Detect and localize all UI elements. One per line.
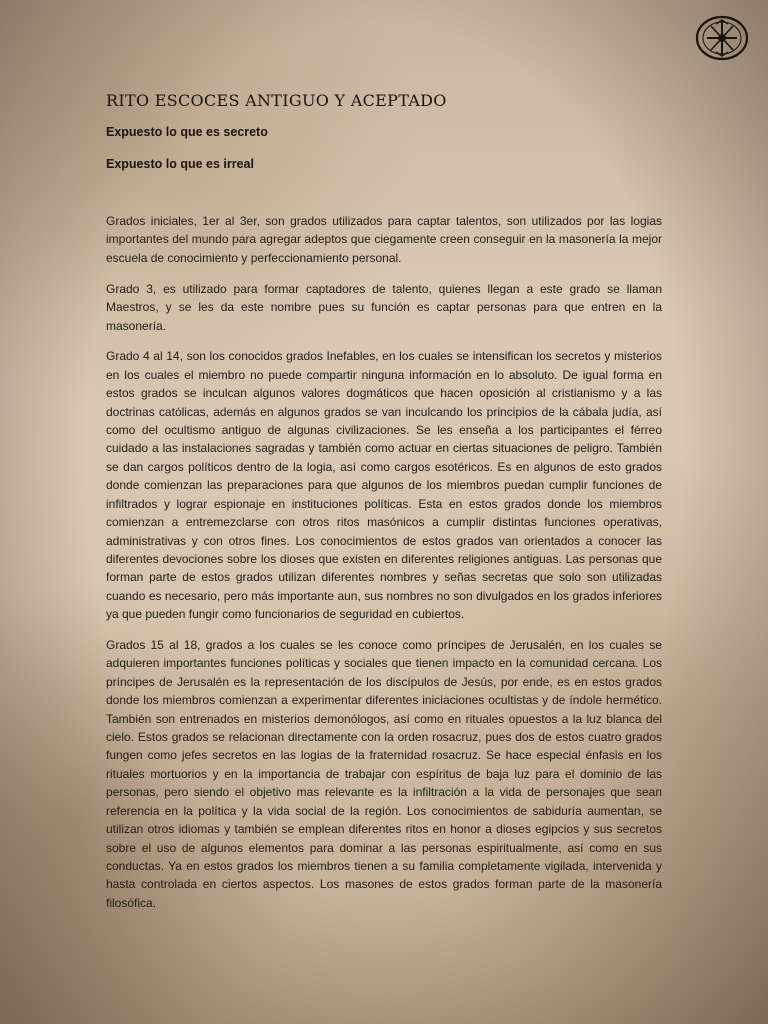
paragraph: Grado 3, es utilizado para formar captadores de talento, quienes llegan a este grado se llaman Maestros, y se les da este nombre pues su función es captar personas para que entren en la masonería. [106,281,662,333]
paragraph: Grados iniciales, 1er al 3er, son grados utilizados para captar talentos, son utilizados por las logias importantes del mundo para agregar adeptos que ciegamente creen conseguir en la masonería la mejor escuela de conocimiento y perfeccionamiento personal. [106,214,662,265]
subtitle-secret: Expuesto lo que es secreto [106,125,268,139]
emblem-icon [694,14,750,62]
paragraph: Grados 15 al 18, grados a los cuales se les conoce como príncipes de Jerusalén, en los cuales se adquieren importantes funciones políticas y sociales que tienen impacto en la comunidad cercana. Los príncipes de Jerusalén es la representación de los discípulos de Jesús, por ende, es en estos grados donde los miembros comienzan a experimentar diferentes iniciaciones ocultistas y de índole hermético. También son entrenados en misterios demonólogos, así como en rituales opuestos a la luz blanca del cielo. Estos grados se relacionan directamente con la orden rosacruz, pues dos de estos cuatro grados fungen como jefes secretos en las logias de la fraternidad rosacruz. Se hace especial énfasis en los rituales mortuorios y en la importancia de trabajar con espíritus de baja luz para el dominio de las personas, pero siendo el objetivo mas relevante es la infiltración a la vida de personajes que sean referencia en la política y la vida social de la región. Los conocimientos de sabiduría aumentan, se utilizan otros idiomas y también se emplean diferentes ritos en honor a dioses egipcios y sus secretos sobre el uso de algunos elementos para dominar a las personas espiritualmente, así como en sus conductas. Ya en estos grados los miembros tienen a su familia completamente vigilada, intervenida y hasta controlada en ciertos aspectos. Los masones de estos grados forman parte de la masonería filosófica. [106,638,662,910]
paragraph: Grado 4 al 14, son los conocidos grados Inefables, en los cuales se intensifican los secretos y misterios en los cuales el miembro no puede compartir ninguna información en lo absoluto. De igual forma en estos grados se inculcan algunos valores dogmáticos que hacen oposición al cristianismo y a las doctrinas católicas, además en algunos grados se van inculcando los principios de la cábala judía, así como del ocultismo antiguo de algunas civilizaciones. Se les enseña a los participantes el férreo cuidado a las instalaciones sagradas y también como actuar en ciertas situaciones de peligro. También se dan cargos políticos dentro de la logia, así como cargos esotéricos. Es en algunos de esto grados donde comienzan las preparaciones para que algunos de los miembros puedan cumplir funciones de infiltrados y lograr espionaje en instituciones políticas. Esta en estos grados donde los miembros comienzan a entremezclarse con otros ritos masónicos a cumplir distintas funciones operativas, administrativas y con otros fines. Los conocimientos de estos grados van orientados a conocer las diferentes devociones sobre los dioses que existen en diferentes religiones antiguas. Las personas que forman parte de estos grados utilizan diferentes nombres y señas secretas que solo son utilizadas cuando es necesario, pero más importante aun, sus nombres no son divulgados en los grados inferiores ya que pueden fungir como funcionarios de seguridad en cubiertos. [106,349,662,622]
document-body [106,212,662,925]
subtitle-unreal: Expuesto lo que es irreal [106,157,254,171]
document-title: RITO ESCOCES ANTIGUO Y ACEPTADO [106,91,447,110]
